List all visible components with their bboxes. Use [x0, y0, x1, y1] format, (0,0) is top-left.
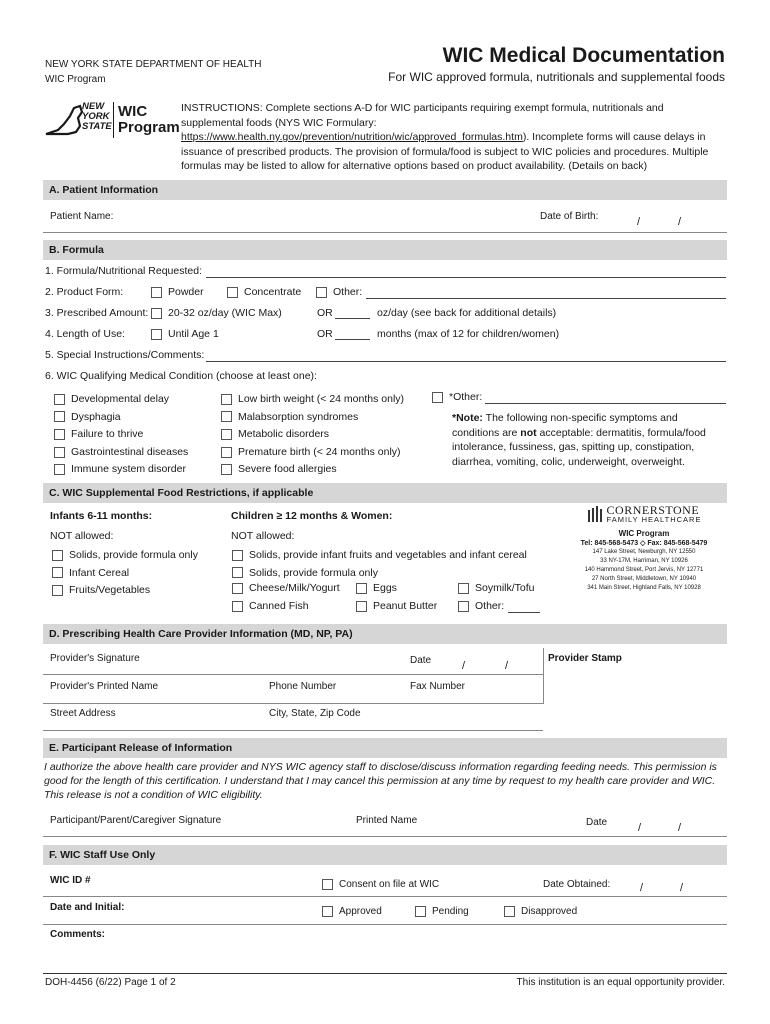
condition-item[interactable]: Severe food allergies [221, 461, 404, 479]
condition-item[interactable]: Gastrointestinal diseases [54, 444, 188, 462]
program-name: WIC Program [45, 74, 106, 85]
condition-col-2 [221, 391, 404, 479]
date-slash: / [505, 660, 509, 672]
date-slash: / [640, 882, 644, 894]
nys-wic-logo [44, 100, 180, 142]
note-text: *Note: The following non-specific symptoms and conditions are not acceptable: dermatitis, formula/food intolerance, fussiness, gas, spitting up, constipation, diarrhea, vomiting, colic, underweight, overweight. [452, 412, 706, 468]
participant-printed-label: Printed Name [356, 815, 418, 826]
other-condition-option[interactable]: *Other: [432, 391, 482, 403]
powder-option[interactable]: Powder [151, 286, 204, 298]
dept-name: NEW YORK STATE DEPARTMENT OF HEALTH [45, 59, 262, 70]
q1-row [45, 265, 202, 277]
soy-option[interactable]: Soymilk/Tofu [458, 582, 535, 594]
dob-label: Date of Birth: [540, 211, 599, 222]
phone-label: Phone Number [269, 681, 337, 692]
equal-opportunity: This institution is an equal opportunity provider. [516, 977, 725, 988]
section-e-header: E. Participant Release of Information [43, 738, 727, 758]
date-slash: / [680, 882, 684, 894]
date-slash: / [638, 822, 642, 834]
restriction-item[interactable]: Solids, provide formula only [52, 547, 198, 565]
logo-state-text: NEW YORK STATE [82, 101, 112, 132]
restriction-item[interactable]: Solids, provide formula only [232, 565, 527, 583]
condition-item[interactable]: Developmental delay [54, 391, 188, 409]
form-title: WIC Medical Documentation [442, 44, 725, 67]
participant-sig-label: Participant/Parent/Caregiver Signature [50, 815, 222, 826]
fish-option[interactable]: Canned Fish [232, 600, 309, 612]
q2-label: 2. Product Form: [45, 286, 124, 298]
children-heading: Children ≥ 12 months & Women: [231, 510, 393, 522]
comments-label: Comments: [50, 929, 106, 940]
condition-item[interactable]: Immune system disorder [54, 461, 188, 479]
condition-item[interactable]: Low birth weight (< 24 months only) [221, 391, 404, 409]
q2-row [45, 286, 123, 298]
or-label-2: OR [317, 328, 333, 340]
powder-checkbox [151, 287, 162, 298]
logo-wic-text: WIC Program [118, 103, 180, 136]
formula-line[interactable] [206, 277, 726, 278]
dob-slash-2: / [678, 216, 682, 228]
child-not-allowed: NOT allowed: [231, 530, 295, 542]
restriction-item[interactable]: Fruits/Vegetables [52, 582, 198, 600]
condition-item[interactable]: Metabolic disorders [221, 426, 404, 444]
condition-col-1 [54, 391, 188, 479]
pending-option[interactable]: Pending [415, 905, 469, 917]
disapproved-option[interactable]: Disapproved [504, 905, 577, 917]
child-restrictions [232, 547, 527, 582]
eggs-option[interactable]: Eggs [356, 582, 397, 594]
amount-max-option[interactable]: 20-32 oz/day (WIC Max) [151, 307, 282, 319]
date-slash: / [678, 822, 682, 834]
section-b-header: B. Formula [43, 240, 727, 260]
condition-item[interactable]: Dysphagia [54, 409, 188, 427]
condition-item[interactable]: Malabsorption syndromes [221, 409, 404, 427]
provider-stamp-label: Provider Stamp [548, 653, 622, 664]
section-f-header: F. WIC Staff Use Only [43, 845, 727, 865]
cheese-option[interactable]: Cheese/Milk/Yogurt [232, 582, 340, 594]
section-a-header: A. Patient Information [43, 180, 727, 200]
q6-label: 6. WIC Qualifying Medical Condition (choose at least one): [45, 370, 317, 382]
date-obtained-label: Date Obtained: [543, 879, 611, 890]
street-label: Street Address [50, 708, 116, 719]
wic-id-label: WIC ID # [50, 875, 91, 886]
condition-item[interactable]: Premature birth (< 24 months only) [221, 444, 404, 462]
infants-heading: Infants 6-11 months: [50, 510, 153, 522]
fax-label: Fax Number [410, 681, 466, 692]
header-left [45, 57, 262, 87]
release-text: I authorize the above health care provider and NYS WIC agency staff to disclose/discuss information regarding feeding needs. This permission is good for the length of this certification. I understand that I may cancel this permission at any time by request to my health care provider and WIC. This release is not a condition of WIC eligibility. [44, 761, 717, 802]
other-food-option[interactable]: Other: [458, 600, 504, 612]
section-d-header: D. Prescribing Health Care Provider Information (MD, NP, PA) [43, 624, 727, 644]
section-c-header: C. WIC Supplemental Food Restrictions, if applicable [43, 483, 727, 503]
formulary-link[interactable]: https://www.health.ny.gov/prevention/nutrition/wic/approved_formulas.htm [181, 131, 523, 143]
building-icon [587, 506, 603, 524]
until-age-option[interactable]: Until Age 1 [151, 328, 219, 340]
provider-date-label: Date [410, 655, 432, 666]
provider-sig-label: Provider's Signature [50, 653, 140, 664]
infant-restrictions [52, 547, 198, 600]
cornerstone-logo: CORNERSTONE FAMILY HEALTHCARE [556, 505, 732, 525]
approved-option[interactable]: Approved [322, 905, 382, 917]
provider-printed-label: Provider's Printed Name [50, 681, 159, 692]
form-number: DOH-4456 (6/22) Page 1 of 2 [45, 977, 176, 988]
other-form-checkbox [316, 287, 327, 298]
instructions: INSTRUCTIONS: Complete sections A-D for WIC participants requiring exempt formula, nutritionals and supplemental foods (NYS WIC Formulary: https://www.health.ny.gov/prevention/nutrition/wic/approved_formulas.htm). Incomplete forms will cause delays in issuance of prescribed products. The provision of formula/food is subject to WIC policies and procedures. Multiple formulas may be listed to allow for alternative options based on product availability. (Details on back) [181, 102, 709, 172]
q4-label: 4. Length of Use: [45, 328, 125, 340]
restriction-item[interactable]: Solids, provide infant fruits and vegetables and infant cereal [232, 547, 527, 565]
date-initial-label: Date and Initial: [50, 902, 125, 913]
participant-date-label: Date [586, 817, 608, 828]
city-label: City, State, Zip Code [269, 708, 361, 719]
restriction-item[interactable]: Infant Cereal [52, 565, 198, 583]
peanut-option[interactable]: Peanut Butter [356, 600, 437, 612]
clinic-info: CORNERSTONE FAMILY HEALTHCARE WIC Program Tel: 845-568-5473 ◇ Fax: 845-568-5479 147 Lake Street, Newburgh, NY 12550 33 NY-17M, Harriman, NY 10926 140 Hammond Street, Port Jervis, NY 12771 27 North Street, Middletown, NY 10940 341 Main Street, Highland Falls, NY 10928 [556, 505, 732, 593]
q1-label: 1. Formula/Nutritional Requested: [45, 265, 202, 277]
consent-option[interactable]: Consent on file at WIC [322, 878, 439, 890]
q5-label: 5. Special Instructions/Comments: [45, 349, 205, 361]
condition-item[interactable]: Failure to thrive [54, 426, 188, 444]
form-subtitle: For WIC approved formula, nutritionals and supplemental foods [388, 70, 725, 84]
q3-label: 3. Prescribed Amount: [45, 307, 149, 319]
other-form-option[interactable]: Other: [316, 286, 362, 298]
nys-map-icon [44, 104, 84, 138]
date-slash: / [462, 660, 466, 672]
or-label-1: OR [317, 307, 333, 319]
months-label: months (max of 12 for children/women) [377, 328, 560, 340]
infant-not-allowed: NOT allowed: [50, 530, 114, 542]
patient-name-label: Patient Name: [50, 211, 114, 222]
concentrate-checkbox [227, 287, 238, 298]
dob-slash-1: / [637, 216, 641, 228]
ozday-label: oz/day (see back for additional details) [377, 307, 557, 319]
concentrate-option[interactable]: Concentrate [227, 286, 301, 298]
